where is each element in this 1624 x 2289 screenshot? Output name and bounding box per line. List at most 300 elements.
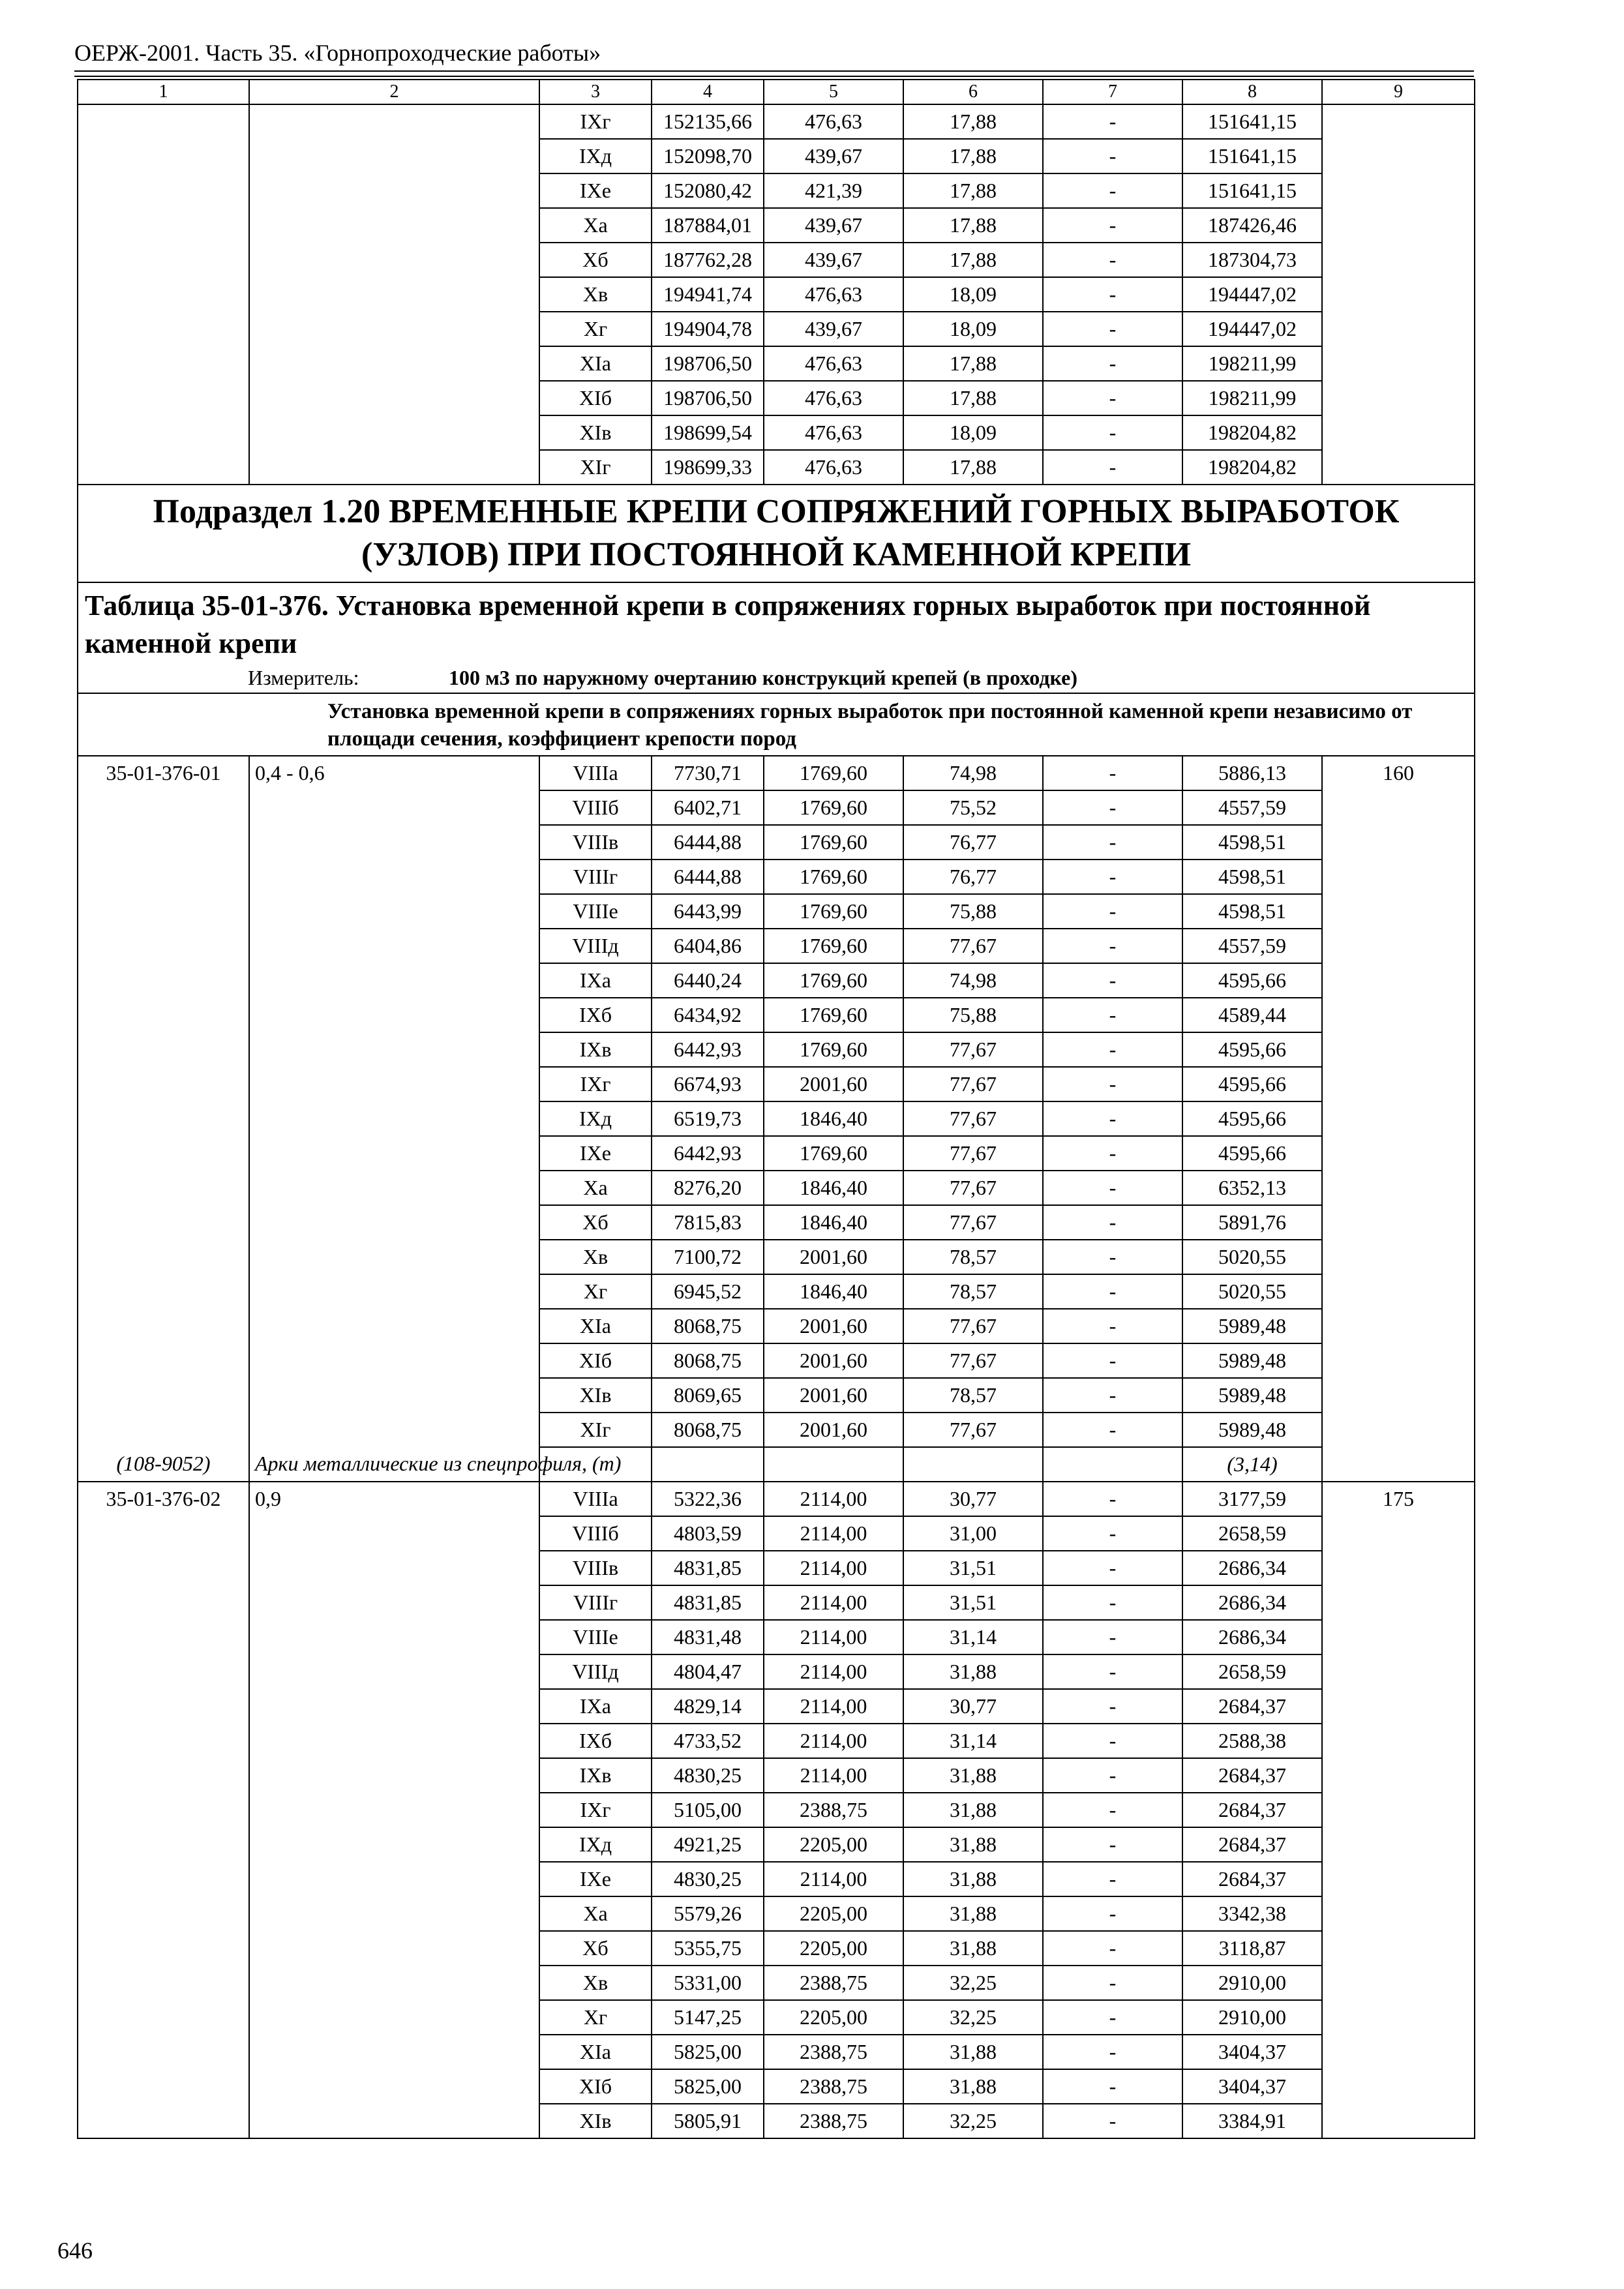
- param-cell-empty: [249, 312, 539, 346]
- value-machines: 76,77: [903, 825, 1043, 860]
- value-machines: 78,57: [903, 1274, 1043, 1309]
- col9-cell-empty: [1322, 1620, 1475, 1654]
- continuation-row: [78, 415, 1475, 450]
- value-machines: 17,88: [903, 450, 1043, 485]
- code-cell-empty: [78, 104, 249, 139]
- param-cell-empty: [249, 790, 539, 825]
- data-row: [78, 1516, 1475, 1551]
- param-cell-empty: [249, 1516, 539, 1551]
- section-code: IXб: [539, 1724, 652, 1758]
- value-total: 5825,00: [652, 2035, 764, 2069]
- col9-cell-empty: [1322, 825, 1475, 860]
- col9-cell-empty: [1322, 173, 1475, 208]
- value-wages: 2001,60: [764, 1343, 903, 1378]
- data-row: [78, 998, 1475, 1032]
- section-code: VIIIг: [539, 860, 652, 894]
- value-total: 6444,88: [652, 860, 764, 894]
- code-cell-empty: [78, 963, 249, 998]
- value-total: 5805,91: [652, 2104, 764, 2138]
- data-row: [78, 1067, 1475, 1101]
- data-row: [78, 1862, 1475, 1896]
- value-wages: 2114,00: [764, 1689, 903, 1724]
- value-driver-wages: -: [1043, 1205, 1182, 1240]
- value-machines: 76,77: [903, 860, 1043, 894]
- param-cell-empty: [249, 1240, 539, 1274]
- value-materials: 2686,34: [1182, 1585, 1322, 1620]
- value-machines: 18,09: [903, 277, 1043, 312]
- value-driver-wages: -: [1043, 1067, 1182, 1101]
- value-machines: 31,88: [903, 1654, 1043, 1689]
- code-cell-empty: [78, 1516, 249, 1551]
- code-cell-empty: [78, 312, 249, 346]
- value-wages: 1769,60: [764, 894, 903, 929]
- code-cell-empty: [78, 790, 249, 825]
- code-cell-empty: [78, 1343, 249, 1378]
- value-materials: 4595,66: [1182, 1101, 1322, 1136]
- value-wages: 2114,00: [764, 1482, 903, 1516]
- value-driver-wages: -: [1043, 1793, 1182, 1827]
- section-code: Xб: [539, 1931, 652, 1966]
- data-row: [78, 1136, 1475, 1171]
- data-row: [78, 894, 1475, 929]
- col9-cell-empty: [1322, 312, 1475, 346]
- value-machines: 31,88: [903, 1758, 1043, 1793]
- value-materials: 194447,02: [1182, 277, 1322, 312]
- value-driver-wages: -: [1043, 1516, 1182, 1551]
- value-wages: 476,63: [764, 450, 903, 485]
- value-total: 194941,74: [652, 277, 764, 312]
- data-row: [78, 1896, 1475, 1931]
- note-empty-cell: [764, 1447, 903, 1482]
- value-wages: 1846,40: [764, 1101, 903, 1136]
- value-materials: 4598,51: [1182, 825, 1322, 860]
- data-row: [78, 1620, 1475, 1654]
- data-row: [78, 1585, 1475, 1620]
- value-wages: 476,63: [764, 346, 903, 381]
- value-total: 4831,85: [652, 1585, 764, 1620]
- value-total: 6674,93: [652, 1067, 764, 1101]
- param-cell-empty: [249, 243, 539, 277]
- section-code: VIIIг: [539, 1585, 652, 1620]
- param-cell-empty: [249, 1689, 539, 1724]
- section-code: Xа: [539, 1896, 652, 1931]
- value-machines: 17,88: [903, 381, 1043, 415]
- param-cell-empty: [249, 1274, 539, 1309]
- data-row: [78, 1689, 1475, 1724]
- value-total: 6444,88: [652, 825, 764, 860]
- data-row: [78, 1101, 1475, 1136]
- parameter-value: 0,4 - 0,6: [249, 756, 539, 790]
- section-code: VIIIе: [539, 894, 652, 929]
- column-number-row: [78, 80, 1475, 104]
- value-total: 8069,65: [652, 1378, 764, 1413]
- value-materials: 2658,59: [1182, 1654, 1322, 1689]
- data-row: [78, 1758, 1475, 1793]
- code-cell-empty: [78, 2069, 249, 2104]
- value-machines: 31,88: [903, 1827, 1043, 1862]
- section-code: XIб: [539, 2069, 652, 2104]
- continuation-row: [78, 277, 1475, 312]
- code-cell-empty: [78, 860, 249, 894]
- column-number: 2: [249, 80, 539, 104]
- value-machines: 31,88: [903, 2035, 1043, 2069]
- code-cell-empty: [78, 1931, 249, 1966]
- continuation-row: [78, 312, 1475, 346]
- value-total: 7815,83: [652, 1205, 764, 1240]
- value-machines: 74,98: [903, 963, 1043, 998]
- code-cell-empty: [78, 450, 249, 485]
- col9-cell-empty: [1322, 860, 1475, 894]
- param-cell-empty: [249, 998, 539, 1032]
- value-driver-wages: -: [1043, 894, 1182, 929]
- col9-cell-empty: [1322, 1171, 1475, 1205]
- value-total: 8068,75: [652, 1343, 764, 1378]
- value-materials: 151641,15: [1182, 139, 1322, 173]
- data-row: [78, 1551, 1475, 1585]
- data-row: [78, 1378, 1475, 1413]
- param-cell-empty: [249, 1862, 539, 1896]
- value-total: 6404,86: [652, 929, 764, 963]
- value-driver-wages: -: [1043, 450, 1182, 485]
- value-wages: 2001,60: [764, 1067, 903, 1101]
- section-code: Xб: [539, 1205, 652, 1240]
- value-materials: 2684,37: [1182, 1827, 1322, 1862]
- value-machines: 77,67: [903, 1136, 1043, 1171]
- value-materials: 2588,38: [1182, 1724, 1322, 1758]
- col9-cell-empty: [1322, 1862, 1475, 1896]
- code-cell-empty: [78, 1551, 249, 1585]
- param-cell-empty: [249, 104, 539, 139]
- value-driver-wages: -: [1043, 1724, 1182, 1758]
- value-machines: 31,88: [903, 1931, 1043, 1966]
- value-machines: 30,77: [903, 1689, 1043, 1724]
- code-cell-empty: [78, 1274, 249, 1309]
- value-total: 187762,28: [652, 243, 764, 277]
- value-total: 6945,52: [652, 1274, 764, 1309]
- continuation-row: [78, 139, 1475, 173]
- section-code: VIIIе: [539, 1620, 652, 1654]
- param-cell-empty: [249, 1309, 539, 1343]
- value-machines: 75,52: [903, 790, 1043, 825]
- col9-cell-empty: [1322, 2104, 1475, 2138]
- value-machines: 74,98: [903, 756, 1043, 790]
- value-wages: 476,63: [764, 104, 903, 139]
- value-wages: 2114,00: [764, 1862, 903, 1896]
- col9-cell-empty: [1322, 894, 1475, 929]
- value-machines: 77,67: [903, 1171, 1043, 1205]
- section-code: Xг: [539, 1274, 652, 1309]
- value-materials: 2658,59: [1182, 1516, 1322, 1551]
- value-driver-wages: -: [1043, 1136, 1182, 1171]
- value-machines: 18,09: [903, 312, 1043, 346]
- data-row: [78, 1309, 1475, 1343]
- param-cell-empty: [249, 1585, 539, 1620]
- value-driver-wages: -: [1043, 277, 1182, 312]
- section-code: XIб: [539, 381, 652, 415]
- value-total: 4921,25: [652, 1827, 764, 1862]
- col9-cell-empty: [1322, 415, 1475, 450]
- value-total: 187884,01: [652, 208, 764, 243]
- value-total: 5331,00: [652, 1966, 764, 2000]
- col9-cell-empty: [1322, 450, 1475, 485]
- value-total: 152098,70: [652, 139, 764, 173]
- param-cell-empty: [249, 2104, 539, 2138]
- note-empty-cell: [652, 1447, 764, 1482]
- value-machines: 30,77: [903, 1482, 1043, 1516]
- value-wages: 2114,00: [764, 1516, 903, 1551]
- value-total: 4831,85: [652, 1551, 764, 1585]
- value-total: 4803,59: [652, 1516, 764, 1551]
- column-number: 8: [1182, 80, 1322, 104]
- value-driver-wages: -: [1043, 415, 1182, 450]
- value-wages: 439,67: [764, 312, 903, 346]
- param-cell-empty: [249, 1101, 539, 1136]
- code-cell-empty: [78, 1724, 249, 1758]
- col9-cell-empty: [1322, 139, 1475, 173]
- code-cell-empty: [78, 929, 249, 963]
- value-machines: 77,67: [903, 929, 1043, 963]
- value-wages: 2388,75: [764, 2069, 903, 2104]
- code-cell-empty: [78, 1101, 249, 1136]
- continuation-row: [78, 208, 1475, 243]
- value-materials: 2684,37: [1182, 1689, 1322, 1724]
- value-driver-wages: -: [1043, 104, 1182, 139]
- data-row: [78, 1931, 1475, 1966]
- continuation-row: [78, 346, 1475, 381]
- value-machines: 77,67: [903, 1032, 1043, 1067]
- value-materials: 5891,76: [1182, 1205, 1322, 1240]
- value-wages: 1769,60: [764, 963, 903, 998]
- param-cell-empty: [249, 1136, 539, 1171]
- section-code: IXе: [539, 1862, 652, 1896]
- col9-value: 160: [1322, 756, 1475, 790]
- value-machines: 17,88: [903, 243, 1043, 277]
- rates-table-body: [78, 80, 1475, 2138]
- value-total: 5105,00: [652, 1793, 764, 1827]
- value-wages: 2114,00: [764, 1551, 903, 1585]
- code-cell-empty: [78, 139, 249, 173]
- col9-cell-empty: [1322, 1067, 1475, 1101]
- value-machines: 17,88: [903, 346, 1043, 381]
- value-wages: 476,63: [764, 277, 903, 312]
- value-machines: 31,14: [903, 1620, 1043, 1654]
- column-number: 3: [539, 80, 652, 104]
- description-row: [78, 693, 1475, 756]
- code-cell-empty: [78, 1896, 249, 1931]
- param-cell-empty: [249, 1551, 539, 1585]
- data-row: [78, 1205, 1475, 1240]
- value-total: 6442,93: [652, 1136, 764, 1171]
- measure-line: [85, 663, 1467, 693]
- value-machines: 31,88: [903, 2069, 1043, 2104]
- header-rule: [74, 70, 1474, 72]
- value-driver-wages: -: [1043, 1101, 1182, 1136]
- param-cell-empty: [249, 346, 539, 381]
- value-wages: 1769,60: [764, 790, 903, 825]
- section-title: Подраздел 1.20 ВРЕМЕННЫЕ КРЕПИ СОПРЯЖЕНИЙ ГОРНЫХ ВЫРАБОТОК (УЗЛОВ) ПРИ ПОСТОЯННОЙ КАМЕННОЙ КРЕПИ: [78, 485, 1475, 582]
- section-code: IXб: [539, 998, 652, 1032]
- section-code: XIв: [539, 2104, 652, 2138]
- data-row: [78, 2035, 1475, 2069]
- value-materials: 194447,02: [1182, 312, 1322, 346]
- value-machines: 17,88: [903, 173, 1043, 208]
- col9-cell-empty: [1322, 1101, 1475, 1136]
- value-wages: 2114,00: [764, 1724, 903, 1758]
- value-wages: 2114,00: [764, 1585, 903, 1620]
- col9-cell-empty: [1322, 2035, 1475, 2069]
- value-machines: 31,88: [903, 1896, 1043, 1931]
- code-cell-empty: [78, 825, 249, 860]
- continuation-row: [78, 104, 1475, 139]
- value-driver-wages: -: [1043, 1032, 1182, 1067]
- col9-cell-empty: [1322, 1966, 1475, 2000]
- value-machines: 31,51: [903, 1585, 1043, 1620]
- column-number: 5: [764, 80, 903, 104]
- col9-cell-empty: [1322, 1413, 1475, 1447]
- value-materials: 2684,37: [1182, 1862, 1322, 1896]
- param-cell-empty: [249, 1067, 539, 1101]
- column-number: 4: [652, 80, 764, 104]
- section-row: [78, 485, 1475, 582]
- table-title-cell: [78, 582, 1475, 693]
- continuation-row: [78, 381, 1475, 415]
- value-wages: 2001,60: [764, 1240, 903, 1274]
- value-wages: 2388,75: [764, 2104, 903, 2138]
- param-cell-empty: [249, 381, 539, 415]
- value-total: 5355,75: [652, 1931, 764, 1966]
- value-materials: 2910,00: [1182, 1966, 1322, 2000]
- param-cell-empty: [249, 860, 539, 894]
- value-total: 6519,73: [652, 1101, 764, 1136]
- data-row: [78, 1654, 1475, 1689]
- col9-cell-empty: [1322, 208, 1475, 243]
- data-row: [78, 2000, 1475, 2035]
- value-machines: 78,57: [903, 1240, 1043, 1274]
- value-materials: 3404,37: [1182, 2035, 1322, 2069]
- section-code: Xб: [539, 243, 652, 277]
- col9-cell-empty: [1322, 1240, 1475, 1274]
- code-cell-empty: [78, 894, 249, 929]
- value-wages: 1769,60: [764, 1032, 903, 1067]
- param-cell-empty: [249, 1896, 539, 1931]
- param-cell-empty: [249, 894, 539, 929]
- param-cell-empty: [249, 1378, 539, 1413]
- note-text: Арки металлические из спецпрофиля, (т): [249, 1447, 539, 1482]
- section-code: IXе: [539, 173, 652, 208]
- param-cell-empty: [249, 1827, 539, 1862]
- param-cell-empty: [249, 1724, 539, 1758]
- value-materials: 2684,37: [1182, 1793, 1322, 1827]
- code-cell-empty: [78, 1378, 249, 1413]
- value-machines: 77,67: [903, 1205, 1043, 1240]
- param-cell-empty: [249, 2000, 539, 2035]
- section-code: VIIIв: [539, 1551, 652, 1585]
- value-total: 7730,71: [652, 756, 764, 790]
- code-cell-empty: [78, 998, 249, 1032]
- param-cell-empty: [249, 963, 539, 998]
- section-code: XIа: [539, 1309, 652, 1343]
- value-total: 4733,52: [652, 1724, 764, 1758]
- data-row: [78, 1171, 1475, 1205]
- value-materials: 151641,15: [1182, 104, 1322, 139]
- value-wages: 1769,60: [764, 860, 903, 894]
- section-code: IXг: [539, 1067, 652, 1101]
- col9-cell-empty: [1322, 381, 1475, 415]
- col9-cell-empty: [1322, 1551, 1475, 1585]
- value-wages: 2388,75: [764, 1966, 903, 2000]
- continuation-row: [78, 243, 1475, 277]
- value-wages: 2205,00: [764, 1931, 903, 1966]
- value-materials: 4598,51: [1182, 894, 1322, 929]
- col9-cell-empty: [1322, 1136, 1475, 1171]
- data-row: [78, 1274, 1475, 1309]
- note-row: [78, 1447, 1475, 1482]
- value-materials: 2910,00: [1182, 2000, 1322, 2035]
- data-row: [78, 1343, 1475, 1378]
- col9-cell-empty: [1322, 2000, 1475, 2035]
- value-driver-wages: -: [1043, 1171, 1182, 1205]
- value-driver-wages: -: [1043, 756, 1182, 790]
- value-driver-wages: -: [1043, 1413, 1182, 1447]
- data-row: [78, 1482, 1475, 1516]
- value-materials: 3384,91: [1182, 2104, 1322, 2138]
- col9-cell-empty: [1322, 1309, 1475, 1343]
- value-materials: 5886,13: [1182, 756, 1322, 790]
- value-machines: 32,25: [903, 1966, 1043, 2000]
- code-cell-empty: [78, 208, 249, 243]
- value-materials: 5989,48: [1182, 1309, 1322, 1343]
- code-cell-empty: [78, 1827, 249, 1862]
- param-cell-empty: [249, 173, 539, 208]
- value-machines: 77,67: [903, 1067, 1043, 1101]
- value-total: 4829,14: [652, 1689, 764, 1724]
- code-cell-empty: [78, 1067, 249, 1101]
- value-wages: 1769,60: [764, 825, 903, 860]
- value-materials: 187426,46: [1182, 208, 1322, 243]
- continuation-row: [78, 173, 1475, 208]
- param-cell-empty: [249, 277, 539, 312]
- value-materials: 3177,59: [1182, 1482, 1322, 1516]
- data-row: [78, 1827, 1475, 1862]
- value-driver-wages: -: [1043, 963, 1182, 998]
- table-title-row: [78, 582, 1475, 693]
- value-machines: 17,88: [903, 139, 1043, 173]
- value-wages: 1846,40: [764, 1274, 903, 1309]
- col9-cell-empty: [1322, 1274, 1475, 1309]
- param-cell-empty: [249, 450, 539, 485]
- value-wages: 1846,40: [764, 1171, 903, 1205]
- col9-cell-empty: [1322, 1689, 1475, 1724]
- value-total: 198706,50: [652, 346, 764, 381]
- value-driver-wages: -: [1043, 2069, 1182, 2104]
- section-code: Xг: [539, 2000, 652, 2035]
- column-number: 1: [78, 80, 249, 104]
- param-cell-empty: [249, 2035, 539, 2069]
- value-materials: 2684,37: [1182, 1758, 1322, 1793]
- value-wages: 1769,60: [764, 929, 903, 963]
- value-total: 152080,42: [652, 173, 764, 208]
- section-code: XIа: [539, 346, 652, 381]
- value-driver-wages: -: [1043, 1378, 1182, 1413]
- col9-cell-empty: [1322, 1205, 1475, 1240]
- section-code: XIг: [539, 1413, 652, 1447]
- value-materials: 4595,66: [1182, 963, 1322, 998]
- param-cell-empty: [249, 1758, 539, 1793]
- value-wages: 439,67: [764, 139, 903, 173]
- col9-cell-empty: [1322, 1758, 1475, 1793]
- code-cell-empty: [78, 1793, 249, 1827]
- value-total: 198699,33: [652, 450, 764, 485]
